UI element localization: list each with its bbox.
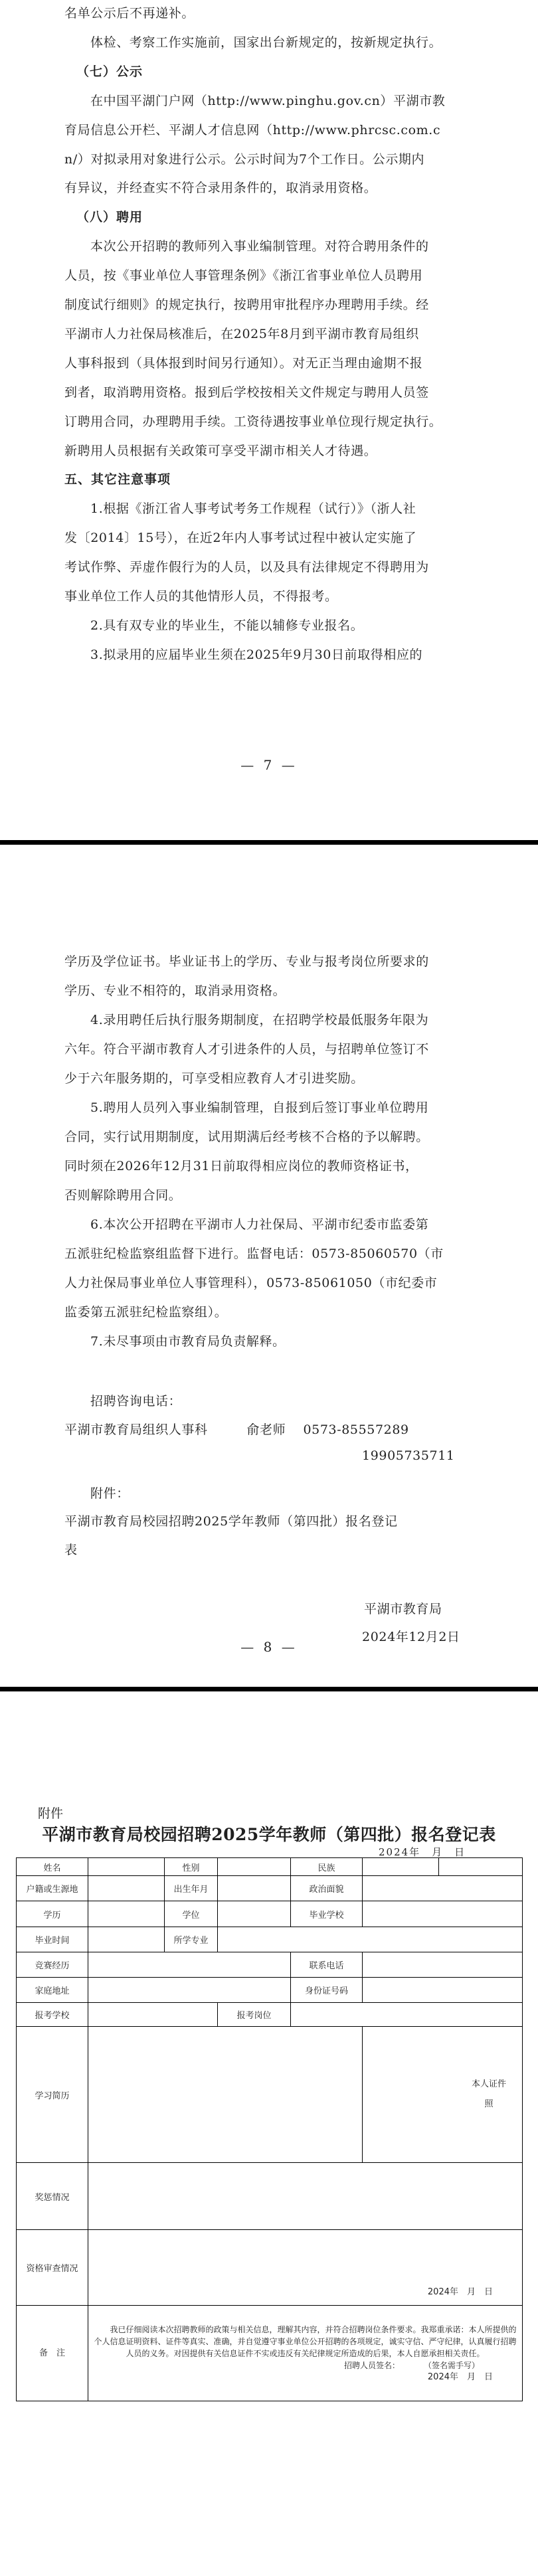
body-line: 在中国平湖门户网（http://www.pinghu.gov.cn）平湖市教 — [90, 93, 446, 108]
page-number-7: — 7 — — [240, 757, 298, 773]
body-line: 监委第五派驻纪检监察组）。 — [64, 1305, 228, 1320]
major-label: 所学专业 — [165, 1927, 218, 1952]
remarks-date: 2024年 月 日 — [427, 2371, 493, 2382]
body-line: n/）对拟录用对象进行公示。公示时间为7个工作日。公示期内 — [64, 151, 425, 167]
contact-line: 附件： — [90, 1486, 130, 1501]
body-line: 学历及学位证书。毕业证书上的学历、专业与报考岗位所要求的 — [64, 954, 429, 969]
photo-label: 本人证件照 — [471, 2079, 506, 2109]
body-line: 平湖市人力社保局核准后，在2025年8月到平湖市教育局组织 — [64, 326, 419, 341]
competition-field[interactable] — [88, 1952, 291, 1978]
political-field[interactable] — [363, 1876, 523, 1901]
page-separator — [0, 1687, 538, 1691]
remarks-statement: 我已仔细阅读本次招聘教师的政策与相关信息，理解其内容，并符合招聘岗位条件要求。我郑重承诺：本人所提供的个人信息证明资料、证件等真实、准确，并自觉遵守事业单位公开招聘的各项规定，诚实守信、严守纪律，认真履行招聘人员的义务。对因提供有关信息证件不实或违反有关纪律规定所造成的后果，本人自愿承担相关责任。 — [94, 2324, 517, 2358]
body-line: 少于六年服务期的，可享受相应教育人才引进奖励。 — [64, 1071, 364, 1086]
apply-post-label: 报考岗位 — [218, 2003, 291, 2027]
remarks-field — [88, 2306, 523, 2401]
body-line: 4.录用聘任后执行服务期制度，在招聘学校最低服务年限为 — [90, 1013, 429, 1027]
remarks-label: 备 注 — [17, 2306, 88, 2401]
review-field — [88, 2230, 523, 2306]
gender-label: 性别 — [165, 1858, 218, 1876]
form-annex-label: 附件 — [38, 1806, 64, 1821]
body-line: 3.拟录用的应届毕业生须在2025年9月30日前取得相应的 — [90, 647, 423, 662]
body-line: 人员，按《事业单位人事管理条例》《浙江省事业单位人员聘用 — [64, 268, 423, 284]
body-line: 到者，取消聘用资格。报到后学校按相关文件规定与聘用人员签 — [64, 385, 429, 400]
school-field[interactable] — [363, 1901, 523, 1927]
grad-time-label: 毕业时间 — [17, 1927, 88, 1952]
birth-label: 出生年月 — [165, 1876, 218, 1901]
resume-field[interactable] — [88, 2027, 363, 2163]
body-line: 合同，实行试用期制度，试用期满后经考核不合格的予以解聘。 — [64, 1130, 429, 1144]
review-date: 2024年 月 日 — [427, 2287, 493, 2297]
body-line: 制度试行细则》的规定执行，按聘用审批程序办理聘用手续。经 — [64, 298, 429, 312]
name-label: 姓名 — [17, 1858, 88, 1876]
address-label: 家庭地址 — [17, 1978, 88, 2003]
school-label: 毕业学校 — [291, 1901, 363, 1927]
body-line: 育局信息公开栏、平湖人才信息网（http://www.phrcsc.com.c — [64, 122, 441, 137]
contact-field[interactable] — [363, 1952, 523, 1978]
apply-school-field[interactable] — [88, 2003, 218, 2027]
major-field[interactable] — [218, 1927, 523, 1952]
body-line: 六年。符合平湖市教育人才引进条件的人员，与招聘单位签订不 — [64, 1042, 429, 1057]
body-line: 新聘用人员根据有关政策可享受平湖市相关人才待遇。 — [64, 443, 377, 458]
contact-line: 平湖市教育局校园招聘2025学年教师（第四批）报名登记 — [64, 1514, 398, 1529]
contact-line: 2024年12月2日 — [362, 1630, 460, 1644]
review-label: 资格审查情况 — [17, 2230, 88, 2306]
body-line: 发〔2014〕15号），在近2年内人事考试过程中被认定实施了 — [64, 531, 417, 546]
page-7 — [0, 0, 538, 840]
body-line: （七）公示 — [76, 64, 143, 79]
body-line: 1.根据《浙江省人事考试考务工作规程（试行）》（浙人社 — [90, 501, 416, 517]
body-line: 人事科报到（具体报到时间另行通知）。对无正当理由逾期不报 — [64, 355, 423, 371]
body-line: 5.聘用人员列入事业编制管理，自报到后签订事业单位聘用 — [90, 1100, 429, 1115]
contact-line: 招聘咨询电话： — [90, 1394, 182, 1409]
contact-line: 表 — [64, 1543, 78, 1557]
id-field[interactable] — [363, 1978, 523, 2003]
body-line: （八）聘用 — [76, 210, 143, 225]
body-line: 学历、专业不相符的，取消录用资格。 — [64, 984, 286, 998]
signature-line: 招聘人员签名： （签名需手写） — [343, 2360, 480, 2370]
blank-cell — [439, 1858, 523, 1876]
political-label: 政治面貌 — [291, 1876, 363, 1901]
degree-field[interactable] — [218, 1901, 291, 1927]
body-line: 2.具有双专业的毕业生，不能以辅修专业报名。 — [90, 618, 364, 633]
awards-field[interactable] — [88, 2163, 523, 2230]
address-field[interactable] — [88, 1978, 291, 2003]
resume-label: 学习简历 — [17, 2027, 88, 2163]
apply-post-field[interactable] — [291, 2003, 523, 2027]
form-title: 平湖市教育局校园招聘2025学年教师（第四批）报名登记表 — [42, 1825, 496, 1844]
body-line: 五派驻纪检监察组监督下进行。监督电话：0573-85060570（市 — [64, 1246, 444, 1261]
competition-label: 竞赛经历 — [17, 1952, 88, 1978]
body-line: 同时须在2026年12月31日前取得相应岗位的教师资格证书， — [64, 1159, 418, 1173]
ethnicity-label: 民族 — [291, 1858, 363, 1876]
body-line: 6.本次公开招聘在平湖市人力社保局、平湖市纪委市监委第 — [90, 1217, 429, 1232]
body-line: 7.未尽事项由市教育局负责解释。 — [90, 1334, 286, 1349]
education-label: 学历 — [17, 1901, 88, 1927]
name-field[interactable] — [88, 1858, 165, 1876]
body-line: 五、其它注意事项 — [64, 472, 171, 487]
body-line: 考试作弊、弄虚作假行为的人员，以及具有法律规定不得聘用为 — [64, 560, 429, 575]
body-line: 有异议，并经查实不符合录用条件的，取消录用资格。 — [64, 181, 377, 196]
contact-line: 平湖市教育局 — [364, 1602, 442, 1616]
form-date: 2024年 月 日 — [379, 1846, 466, 1858]
page-8 — [0, 845, 538, 1687]
body-line: 人力社保局事业单位人事管理科），0573-85061050（市纪委市 — [64, 1276, 438, 1290]
body-line: 事业单位工作人员的其他情形人员，不得报考。 — [64, 589, 338, 604]
page-number-8: — 8 — — [240, 1639, 298, 1655]
awards-label: 奖惩情况 — [17, 2163, 88, 2230]
education-field[interactable] — [88, 1901, 165, 1927]
gender-field[interactable] — [218, 1858, 291, 1876]
contact-label: 联系电话 — [291, 1952, 363, 1978]
id-label: 身份证号码 — [291, 1978, 363, 2003]
ethnicity-field[interactable] — [363, 1858, 439, 1876]
photo-cell — [363, 2027, 523, 2163]
body-line: 订聘用合同，办理聘用手续。工资待遇按事业单位现行规定执行。 — [64, 414, 442, 429]
degree-label: 学位 — [165, 1901, 218, 1927]
body-line: 名单公示后不再递补。 — [64, 6, 195, 21]
page-separator — [0, 840, 538, 845]
hukou-label: 户籍或生源地 — [17, 1876, 88, 1901]
birth-field[interactable] — [218, 1876, 291, 1901]
grad-time-field[interactable] — [88, 1927, 165, 1952]
registration-form-table — [16, 1857, 523, 2401]
apply-school-label: 报考学校 — [17, 2003, 88, 2027]
contact-line: 平湖市教育局组织人事科 俞老师 0573-85557289 — [64, 1422, 409, 1437]
body-line: 本次公开招聘的教师列入事业编制管理。对符合聘用条件的 — [90, 239, 429, 254]
body-line: 体检、考察工作实施前，国家出台新规定的，按新规定执行。 — [90, 35, 442, 50]
contact-line: 19905735711 — [362, 1448, 455, 1463]
hukou-field[interactable] — [88, 1876, 165, 1901]
body-line: 否则解除聘用合同。 — [64, 1188, 182, 1203]
